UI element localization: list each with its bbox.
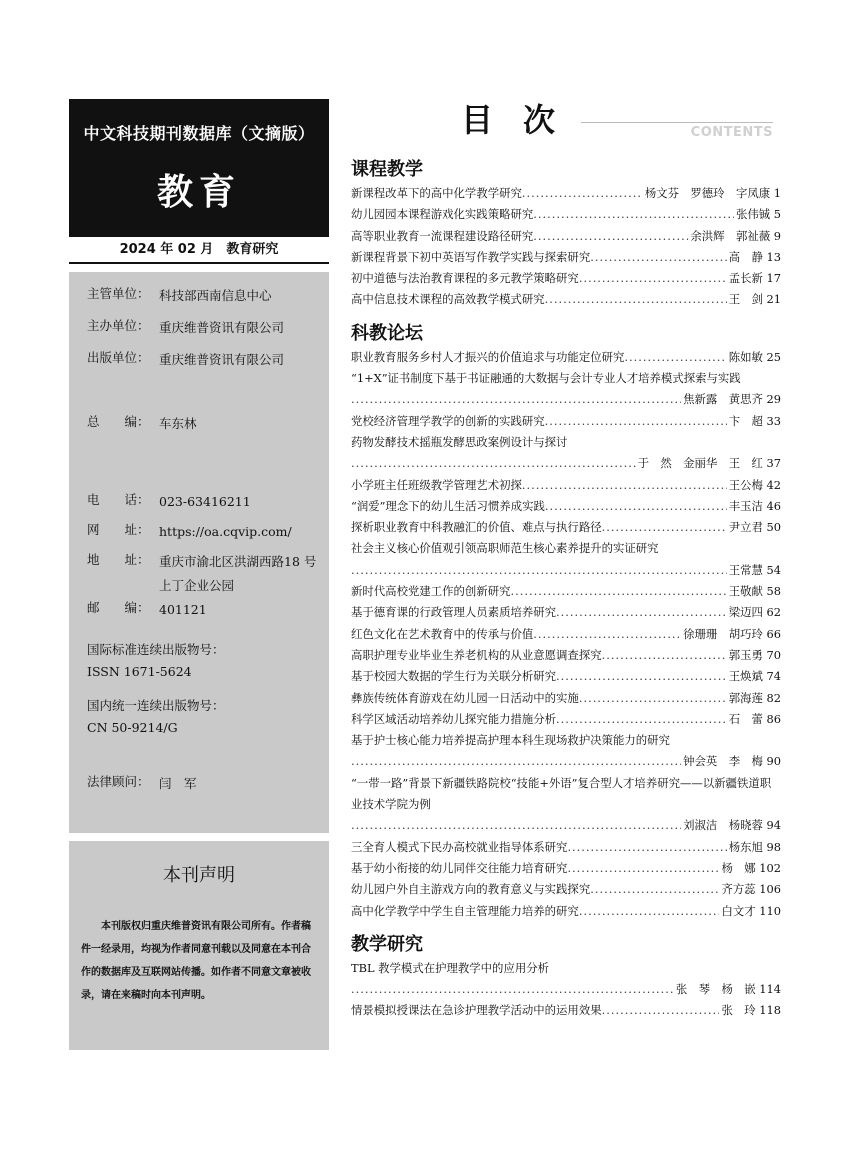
dot-leader (533, 226, 688, 247)
legal-label: 法律顾问： (87, 774, 150, 789)
toc-entry-authors: 丰玉洁 (728, 498, 763, 513)
toc-entry-title: 职业教育服务乡村人才振兴的价值追求与功能定位研究 (351, 349, 625, 364)
editor-label: 总 编： (87, 414, 150, 429)
postcode-value: 401121 (159, 602, 207, 617)
phone-row (87, 490, 321, 514)
toc-entry[interactable] (351, 858, 781, 879)
toc-entry-authors-page (674, 979, 781, 1000)
toc-entry-authors: 王常慧 (728, 562, 763, 577)
toc-entry-title[interactable]: 社会主义核心价值观引领高职师范生核心素养提升的实证研究 (351, 541, 659, 556)
toc-entry[interactable] (351, 226, 781, 247)
toc-entry-page: 70 (766, 647, 781, 662)
toc-entry-authors: 张 琴 杨 嵌 (675, 982, 756, 997)
toc-entry-page: 37 (766, 456, 781, 471)
toc-entry[interactable] (351, 560, 781, 581)
toc-entry-authors-page (727, 247, 781, 268)
toc-header (351, 95, 781, 147)
toc-entry[interactable] (351, 268, 781, 289)
toc-entry-authors: 王公梅 (728, 477, 763, 492)
toc-entry-authors-page (727, 289, 781, 310)
host-row (87, 316, 321, 340)
toc-entry-authors-page (727, 411, 781, 432)
toc-entry-page: 118 (759, 1003, 781, 1018)
address-label: 地 址： (87, 552, 150, 567)
dot-leader (351, 453, 636, 474)
toc-entry[interactable] (351, 815, 781, 836)
toc-entry[interactable] (351, 709, 781, 730)
toc-entry[interactable] (351, 688, 781, 709)
toc-entry-page: 9 (773, 228, 781, 243)
toc-entry-page: 62 (766, 605, 781, 620)
dot-leader (556, 709, 727, 730)
host-value: 重庆维普资讯有限公司 (159, 320, 285, 335)
postcode-row (87, 598, 321, 622)
section-heading: 教学研究 (351, 933, 423, 955)
toc-entry-title[interactable]: TBL 教学模式在护理教学中的应用分析 (351, 960, 550, 975)
toc-entry-title: 新时代高校党建工作的创新研究 (351, 584, 511, 599)
toc-entry-page: 66 (766, 626, 781, 641)
phone-label: 电 话： (87, 492, 150, 507)
toc-entry-authors: 齐方蕊 (721, 882, 756, 897)
toc-entry-title: 高职护理专业毕业生养老机构的从业意愿调查探究 (351, 647, 602, 662)
toc-entry-authors-page (727, 347, 781, 368)
toc-entry[interactable] (351, 645, 781, 666)
notice-body: 本刊版权归重庆维普资讯有限公司所有。作者稿件一经录用，均视为作者同意刊载以及同意在本刊合作的数据库及互联网站传播。如作者不同意文章被收录，请在来稿时向本刊声明。 (81, 921, 311, 1001)
dot-leader (533, 624, 681, 645)
publication-info (69, 272, 329, 833)
toc-entry-authors-page (719, 901, 781, 922)
toc-entry-page: 82 (766, 690, 781, 705)
toc-entry-page: 33 (766, 413, 781, 428)
toc-entry-title: 新课程改革下的高中化学教学研究 (351, 186, 522, 200)
toc-entry-title: 基于校园大数据的学生行为关联分析研究 (351, 669, 557, 684)
toc-entry[interactable] (351, 1000, 781, 1021)
toc-entry-authors-page (727, 560, 781, 581)
issn: ISSN 1671-5624 (87, 664, 192, 679)
toc-entry-title: 情景模拟授课法在急诊护理教学活动中的运用效果 (351, 1003, 602, 1018)
editor-value: 车东林 (159, 416, 197, 431)
dot-leader (351, 815, 681, 836)
toc-entry-authors: 余洪辉 郭祉薇 (690, 228, 771, 243)
toc-entry-page: 114 (759, 982, 781, 997)
toc-entry[interactable] (351, 581, 781, 602)
toc-entry-title: 高等职业教育一流课程建设路径研究 (351, 228, 534, 243)
toc-entry-authors-page (727, 666, 781, 687)
toc-entry-authors: 张伟铖 (735, 207, 771, 222)
toc-entry-authors: 杨东旭 (728, 839, 763, 854)
toc-entry-authors: 卞 超 (728, 413, 763, 428)
toc-entry-title: 探析职业教育中科教融汇的价值、难点与执行路径 (351, 520, 602, 535)
toc-entry[interactable] (351, 666, 781, 687)
sponsor-value: 科技部西南信息中心 (159, 288, 272, 303)
contents-label: CONTENTS (690, 125, 773, 140)
toc-entry[interactable] (351, 347, 781, 368)
dot-leader (579, 901, 720, 922)
toc-entry-authors-page (719, 879, 781, 900)
dot-leader (556, 666, 727, 687)
toc-entry-page: 102 (759, 860, 781, 875)
sidebar (69, 99, 329, 1050)
toc-entry[interactable] (351, 475, 781, 496)
notice-title: 本刊声明 (163, 865, 235, 886)
toc-entry-page: 94 (766, 818, 781, 833)
toc-entry[interactable] (351, 751, 781, 772)
dot-leader (590, 879, 719, 900)
toc-entry-page: 42 (766, 477, 781, 492)
toc-entry-authors: 焦新露 黄思齐 (683, 392, 763, 407)
publisher-row (87, 348, 321, 372)
toc-entry[interactable] (351, 496, 781, 517)
publisher-label: 出版单位： (87, 350, 150, 365)
dot-leader (351, 751, 681, 772)
database-title: 中文科技期刊数据库（文摘版） (83, 124, 315, 143)
toc-entry-authors-page (681, 389, 781, 410)
toc-entry-authors-page (719, 858, 781, 879)
toc-entry[interactable] (351, 979, 781, 1000)
toc-entry-page: 58 (766, 584, 781, 599)
toc-entry-authors-page (727, 602, 781, 623)
toc-entry-authors: 孟长新 (728, 271, 763, 286)
toc-entry-title: 初中道德与法治教育课程的多元教学策略研究 (351, 271, 579, 286)
section-heading: 科教论坛 (351, 322, 423, 344)
magazine-name: 教育 (156, 172, 241, 213)
toc-entry-title: 科学区域活动培养幼儿探究能力措施分析 (351, 711, 557, 726)
toc-entry-authors-page (727, 837, 781, 858)
toc-entry-authors: 石 蕾 (728, 711, 763, 726)
toc-entry[interactable] (351, 389, 781, 410)
table-of-contents (351, 95, 781, 1022)
toc-entry-authors: 杨文芬 罗德玲 字凤康 (644, 186, 771, 200)
toc-entry-page: 50 (766, 520, 781, 535)
toc-entry-authors: 张 玲 (721, 1003, 756, 1018)
toc-entry-authors-page (734, 204, 781, 225)
masthead (69, 99, 329, 237)
dot-leader (602, 517, 727, 538)
dot-leader (590, 247, 726, 268)
toc-list (351, 157, 781, 1022)
postcode-label: 邮 编： (87, 600, 150, 615)
toc-entry-authors-page (727, 688, 781, 709)
toc-entry-page: 98 (766, 839, 781, 854)
dot-leader (567, 858, 719, 879)
toc-entry-authors: 梁迈四 (728, 605, 763, 620)
toc-entry[interactable] (351, 411, 781, 432)
toc-entry-authors-page (727, 475, 781, 496)
host-label: 主办单位： (87, 318, 150, 333)
toc-entry-authors-page (688, 226, 781, 247)
toc-entry-title: 三全育人模式下民办高校就业指导体系研究 (351, 839, 568, 854)
toc-entry-title: 彝族传统体育游戏在幼儿园一日活动中的实施 (351, 690, 579, 705)
section-heading: 课程教学 (351, 159, 423, 180)
notice-box (69, 841, 329, 1050)
toc-entry-authors: 郭海莲 (728, 690, 763, 705)
toc-entry-title: 基于幼小衔接的幼儿同伴交往能力培育研究 (351, 860, 568, 875)
toc-entry-page: 13 (766, 249, 781, 264)
toc-entry[interactable] (351, 879, 781, 900)
toc-entry[interactable] (351, 517, 781, 538)
address-value: 重庆市渝北区洪湖西路18 号上丁企业公园 (159, 554, 317, 593)
dot-leader (351, 560, 727, 581)
phone-value: 023-63416211 (159, 494, 251, 509)
dot-leader (522, 183, 643, 204)
sponsor-label: 主管单位： (87, 286, 150, 301)
toc-entry[interactable] (351, 602, 781, 623)
web-row (87, 520, 321, 544)
toc-entry-title: 高中信息技术课程的高效教学模式研究 (351, 292, 545, 307)
toc-entry-page: 86 (766, 711, 781, 726)
toc-entry[interactable] (351, 183, 781, 204)
toc-entry-authors-page (681, 624, 781, 645)
dot-leader (579, 268, 727, 289)
toc-entry-title: 高中化学教学中学生自主管理能力培养的研究 (351, 903, 579, 918)
toc-entry-page: 90 (766, 754, 781, 769)
toc-entry-title[interactable]: 药物发酵技术摇瓶发酵思政案例设计与探讨 (351, 434, 568, 449)
web-value[interactable]: https://oa.cqvip.com/ (159, 524, 292, 539)
cn: CN 50-9214/G (87, 720, 178, 735)
toc-entry[interactable] (351, 453, 781, 474)
dot-leader (351, 389, 681, 410)
publisher-value: 重庆维普资讯有限公司 (159, 352, 285, 367)
toc-entry-authors-page (681, 751, 781, 772)
toc-entry-title[interactable]: “1+X”证书制度下基于书证融通的大数据与会计专业人才培养模式探索与实践 (351, 371, 741, 386)
toc-entry-authors: 王敬献 (728, 584, 763, 599)
toc-entry[interactable] (351, 289, 781, 310)
editor-row (87, 412, 321, 436)
toc-entry[interactable] (351, 204, 781, 225)
toc-entry-authors: 王焕斌 (728, 669, 763, 684)
toc-entry-authors: 高 静 (728, 249, 763, 264)
header-rule (581, 122, 773, 123)
toc-entry-page: 106 (759, 882, 781, 897)
dot-leader (624, 347, 726, 368)
address-row (87, 550, 321, 598)
toc-entry[interactable] (351, 901, 781, 922)
toc-entry-authors: 杨 娜 (721, 860, 756, 875)
dot-leader (533, 204, 734, 225)
toc-entry-title: 幼儿园园本课程游戏化实践策略研究 (351, 207, 534, 222)
toc-entry-page: 5 (773, 207, 781, 222)
toc-entry-authors-page (719, 1000, 781, 1021)
dot-leader (602, 645, 727, 666)
legal-value: 闫 军 (159, 776, 197, 791)
toc-entry-authors-page (727, 268, 781, 289)
dot-leader (545, 289, 727, 310)
dot-leader (579, 688, 727, 709)
dot-leader (351, 979, 674, 1000)
toc-entry-page: 110 (759, 903, 781, 918)
toc-entry-authors-page (681, 815, 781, 836)
toc-entry-authors: 王 剑 (728, 292, 763, 307)
toc-entry-authors-page (727, 645, 781, 666)
toc-entry-page: 21 (766, 292, 781, 307)
toc-entry-authors-page (727, 517, 781, 538)
web-label: 网 址： (87, 522, 150, 537)
toc-entry-page: 29 (766, 392, 781, 407)
toc-entry-title[interactable]: 基于护士核心能力培养提高护理本科生现场救护决策能力的研究 (351, 733, 670, 748)
toc-entry-title: 基于德育课的行政管理人员素质培养研究 (351, 605, 557, 620)
dot-leader (567, 837, 726, 858)
sponsor-row (87, 284, 321, 308)
toc-entry-page: 25 (766, 349, 781, 364)
dot-leader (545, 496, 727, 517)
dot-leader (602, 1000, 720, 1021)
toc-entry-authors: 于 然 金丽华 王 红 (637, 456, 763, 471)
toc-entry[interactable] (351, 624, 781, 645)
cn-label: 国内统一连续出版物号： (87, 698, 225, 713)
toc-entry-authors: 尹立君 (728, 520, 763, 535)
toc-entry-page: 17 (766, 271, 781, 286)
toc-entry-authors-page (727, 581, 781, 602)
dot-leader (556, 602, 727, 623)
toc-entry-authors: 郭玉勇 (728, 647, 763, 662)
toc-entry-authors-page (727, 709, 781, 730)
toc-entry-page: 54 (766, 562, 781, 577)
toc-entry-page: 74 (766, 669, 781, 684)
toc-entry-authors: 陈如敏 (728, 349, 763, 364)
page-title: 目次 (461, 101, 586, 139)
toc-entry-page: 46 (766, 498, 781, 513)
toc-entry-title[interactable]: “一带一路”背景下新疆铁路院校“技能+外语”复合型人才培养研究——以新疆铁道职业技术学院为例 (351, 775, 772, 812)
toc-entry-authors: 徐珊珊 胡巧玲 (683, 626, 763, 641)
toc-entry-page: 1 (773, 186, 781, 200)
toc-entry-authors: 钟会英 李 梅 (683, 754, 763, 769)
toc-entry-authors-page (727, 496, 781, 517)
toc-entry-title: 党校经济管理学教学的创新的实践研究 (351, 413, 545, 428)
issn-label: 国际标准连续出版物号： (87, 642, 225, 657)
dot-leader (510, 581, 726, 602)
toc-entry-title: 红色文化在艺术教育中的传承与价值 (351, 626, 534, 641)
toc-entry-title: 新课程背景下初中英语写作教学实践与探索研究 (351, 249, 591, 264)
toc-entry-title: “润爱”理念下的幼儿生活习惯养成实践 (351, 498, 545, 513)
toc-entry-authors: 刘淑洁 杨晓蓉 (683, 818, 763, 833)
dot-leader (545, 411, 727, 432)
toc-entry[interactable] (351, 837, 781, 858)
toc-entry-title: 幼儿园户外自主游戏方向的教育意义与实践探究 (351, 882, 591, 897)
issue-info: 2024 年 02 月 教育研究 (69, 237, 329, 264)
toc-entry-title: 小学班主任班级教学管理艺术初探 (351, 477, 522, 492)
toc-entry-authors-page (636, 453, 781, 474)
legal-row (87, 772, 321, 796)
toc-entry-authors-page (643, 183, 781, 204)
toc-entry[interactable] (351, 247, 781, 268)
toc-entry-authors: 白文才 (721, 903, 756, 918)
dot-leader (522, 475, 727, 496)
